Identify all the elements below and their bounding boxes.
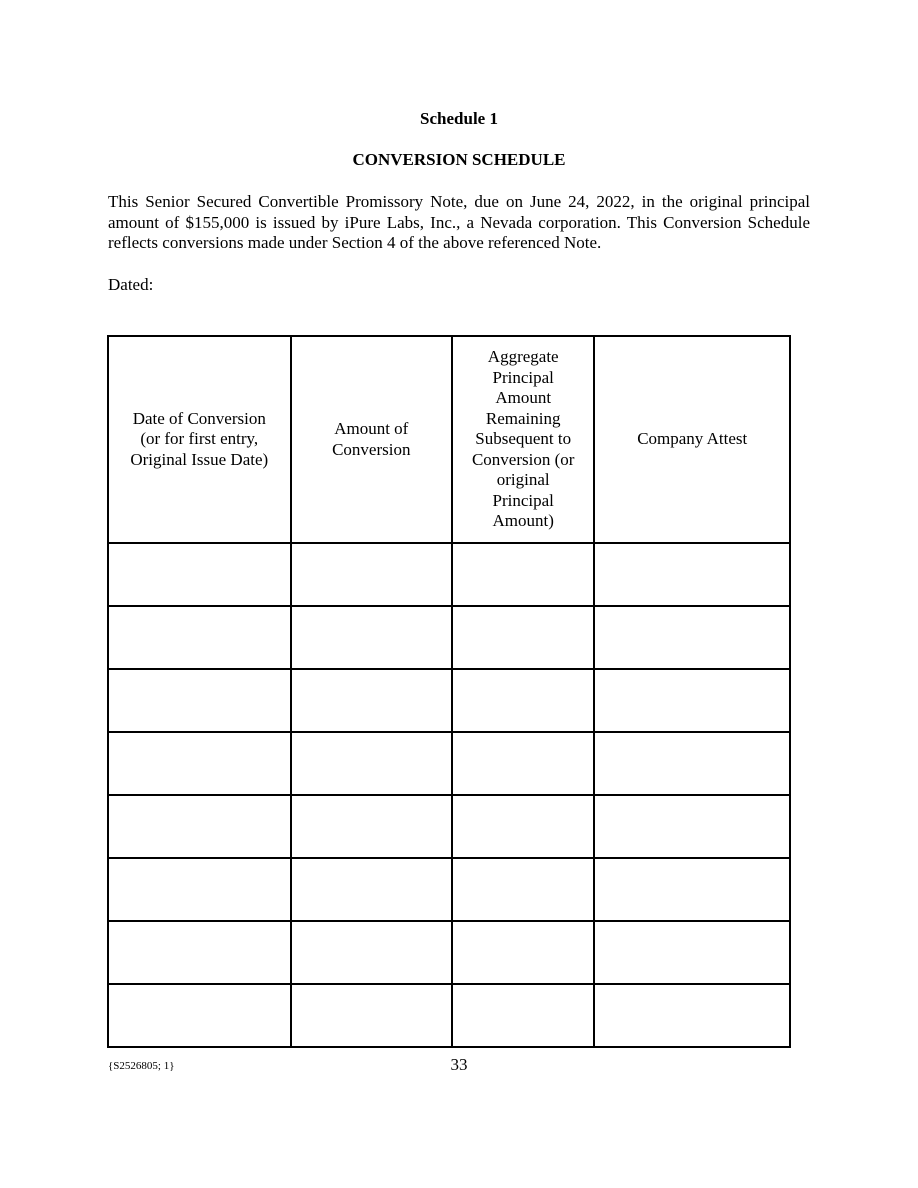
table-cell — [452, 543, 594, 606]
table-cell — [594, 795, 790, 858]
table-cell — [108, 669, 291, 732]
table-cell — [452, 669, 594, 732]
table-body — [108, 543, 790, 1047]
table-cell — [594, 984, 790, 1047]
table-row — [108, 669, 790, 732]
table-cell — [452, 858, 594, 921]
table-row — [108, 984, 790, 1047]
table-cell — [291, 858, 452, 921]
table-cell — [594, 921, 790, 984]
table-row — [108, 921, 790, 984]
table-cell — [291, 984, 452, 1047]
header-label: Aggregate Principal Amount Remaining Subsequent to Conversion (or original Principal Amount) — [471, 347, 575, 531]
table-cell — [291, 732, 452, 795]
page-number: 33 — [450, 1055, 468, 1074]
table-row — [108, 795, 790, 858]
dated-label: Dated: — [108, 275, 154, 294]
intro-paragraph: This Senior Secured Convertible Promissory Note, due on June 24, 2022, in the original principal amount of $155,000 is issued by iPure Labs, Inc., a Nevada corporation. This Conversion Schedule reflects conversions made under Section 4 of the above referenced Note. — [108, 192, 810, 252]
document-code: {S2526805; 1} — [108, 1060, 175, 1072]
table-cell — [291, 921, 452, 984]
header-date-of-conversion — [108, 336, 291, 543]
schedule-label: Schedule 1 — [420, 109, 498, 128]
table-cell — [594, 732, 790, 795]
table-cell — [452, 606, 594, 669]
table-cell — [108, 606, 291, 669]
table-cell — [452, 732, 594, 795]
table-row — [108, 606, 790, 669]
header-label: Amount of Conversion — [332, 419, 411, 459]
table-cell — [594, 858, 790, 921]
table-header-row — [108, 336, 790, 543]
header-aggregate-principal — [452, 336, 594, 543]
header-company-attest — [594, 336, 790, 543]
table-cell — [108, 543, 291, 606]
table-cell — [108, 921, 291, 984]
table-row — [108, 732, 790, 795]
header-amount-of-conversion — [291, 336, 452, 543]
table-cell — [291, 543, 452, 606]
document-title: CONVERSION SCHEDULE — [352, 150, 566, 169]
table-cell — [452, 795, 594, 858]
table-cell — [291, 606, 452, 669]
table-cell — [452, 984, 594, 1047]
table-cell — [108, 984, 291, 1047]
table-cell — [108, 795, 291, 858]
conversion-table — [107, 335, 791, 1048]
header-label: Date of Conversion (or for first entry, Original Issue Date) — [130, 408, 269, 469]
table-cell — [291, 795, 452, 858]
table-cell — [594, 606, 790, 669]
table-row — [108, 858, 790, 921]
table-row — [108, 543, 790, 606]
table-cell — [291, 669, 452, 732]
table-cell — [108, 858, 291, 921]
header-label: Company Attest — [637, 429, 748, 449]
table-cell — [594, 669, 790, 732]
table-cell — [452, 921, 594, 984]
table-cell — [594, 543, 790, 606]
table-cell — [108, 732, 291, 795]
